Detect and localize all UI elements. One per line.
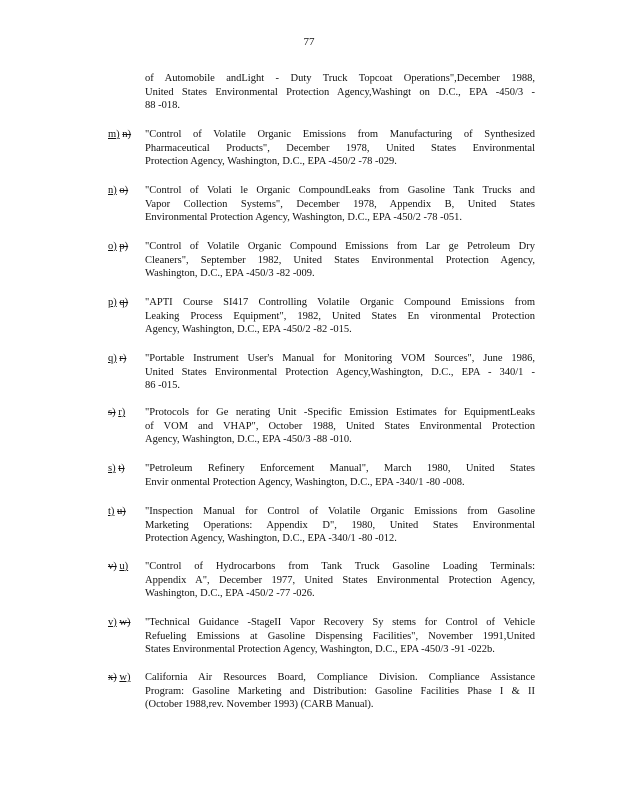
marker-struck: n) — [122, 129, 132, 140]
marker-inserted: p) — [108, 297, 117, 308]
marker-struck: p) — [119, 241, 129, 252]
marker-inserted: w) — [119, 672, 131, 683]
reference-line: "Protocols for Ge nerating Unit -Specific Emission Estimates for EquipmentLeaks — [145, 407, 535, 418]
marker-struck: u) — [117, 506, 126, 517]
marker-inserted: r) — [118, 407, 126, 418]
marker-inserted: v) — [108, 617, 117, 628]
reference-line: 88 -018. — [145, 100, 180, 112]
reference-line: Refueling Emissions at Gasoline Dispensing Facilities", November 1991,United — [145, 630, 535, 642]
reference-line: of Automobile andLight - Duty Truck Topcoat Operations",December 1988, — [145, 73, 535, 84]
reference-line: Agency, Washington, D.C., EPA -450/2 -82 -015. — [145, 324, 352, 336]
reference-line: "Petroleum Refinery Enforcement Manual", March 1980, United States — [145, 463, 535, 474]
marker-struck: r) — [119, 353, 127, 364]
reference-marker — [108, 128, 144, 142]
reference-line: "Portable Instrument User's Manual for Monitoring VOM Sources", June 1986, — [145, 353, 535, 364]
reference-line: "Control of Volatile Organic Compound Emissions from Lar ge Petroleum Dry — [145, 241, 535, 252]
reference-line: Pharmaceutical Products", December 1978, United States Environmental — [145, 142, 535, 154]
reference-marker — [108, 616, 144, 630]
reference-line: 86 -015. — [145, 380, 180, 392]
reference-text — [145, 128, 535, 169]
marker-inserted: m) — [108, 129, 120, 140]
reference-text — [145, 671, 535, 712]
reference-marker — [108, 505, 144, 519]
reference-marker — [108, 240, 144, 254]
reference-line: Washington, D.C., EPA -450/3 -82 -009. — [145, 268, 315, 280]
reference-line: Appendix A", December 1977, United States Environmental Protection Agency, — [145, 574, 535, 586]
reference-line: "Technical Guidance -StageII Vapor Recovery Sy stems for Control of Vehicle — [145, 617, 535, 628]
reference-line: United States Environmental Protection Agency,Washingt on D.C., EPA -450/3 - — [145, 86, 535, 98]
reference-text — [145, 406, 535, 447]
marker-struck: w) — [119, 617, 131, 628]
reference-line: (October 1988,rev. November 1993) (CARB Manual). — [145, 699, 374, 711]
reference-line: "Control of Hydrocarbons from Tank Truck Gasoline Loading Terminals: — [145, 561, 535, 572]
marker-struck: x) — [108, 672, 117, 683]
marker-inserted: o) — [108, 241, 117, 252]
reference-line: California Air Resources Board, Compliance Division. Compliance Assistance — [145, 672, 535, 683]
reference-line: Program: Gasoline Marketing and Distribution: Gasoline Facilities Phase I & II — [145, 685, 535, 697]
marker-struck: s) — [108, 407, 116, 418]
reference-text — [145, 616, 535, 657]
reference-line: Protection Agency, Washington, D.C., EPA -450/2 -78 -029. — [145, 156, 397, 168]
reference-line: Leaking Process Equipment", 1982, United States En vironmental Protection — [145, 310, 535, 322]
reference-text — [145, 184, 535, 225]
reference-marker — [108, 352, 144, 366]
reference-text — [145, 240, 535, 281]
reference-marker — [108, 671, 144, 685]
reference-text — [145, 505, 535, 546]
reference-text — [145, 72, 535, 113]
reference-line: States Environmental Protection Agency, Washington, D.C., EPA -450/3 -91 -022b. — [145, 644, 495, 656]
reference-line: United States Environmental Protection Agency,Washington, D.C., EPA - 340/1 - — [145, 366, 535, 378]
reference-marker — [108, 462, 144, 476]
reference-marker — [108, 296, 144, 310]
marker-struck: t) — [118, 463, 125, 474]
reference-line: Protection Agency, Washington, D.C., EPA -340/1 -80 -012. — [145, 533, 397, 545]
marker-struck: o) — [119, 185, 129, 196]
reference-line: Agency, Washington, D.C., EPA -450/3 -88 -010. — [145, 434, 352, 446]
marker-inserted: u) — [119, 561, 129, 572]
marker-inserted: s) — [108, 463, 116, 474]
marker-struck: q) — [119, 297, 129, 308]
reference-line: Marketing Operations: Appendix D", 1980, United States Environmental — [145, 519, 535, 531]
reference-line: Cleaners", September 1982, United States Environmental Protection Agency, — [145, 254, 535, 266]
reference-marker — [108, 406, 144, 420]
reference-line: of VOM and VHAP", October 1988, United States Environmental Protection — [145, 420, 535, 432]
reference-line: Washington, D.C., EPA -450/2 -77 -026. — [145, 588, 315, 600]
page-number: 77 — [303, 36, 315, 48]
marker-inserted: n) — [108, 185, 117, 196]
marker-inserted: t) — [108, 506, 115, 517]
reference-text — [145, 560, 535, 601]
reference-text — [145, 296, 535, 337]
reference-text — [145, 352, 535, 393]
reference-line: "Control of Volati le Organic CompoundLeaks from Gasoline Tank Trucks and — [145, 185, 535, 196]
reference-line: "Control of Volatile Organic Emissions from Manufacturing of Synthesized — [145, 129, 535, 140]
reference-text — [145, 462, 535, 489]
marker-struck: v) — [108, 561, 117, 572]
marker-inserted: q) — [108, 353, 117, 364]
reference-line: Environmental Protection Agency, Washington, D.C., EPA -450/2 -78 -051. — [145, 212, 462, 224]
reference-line: "APTI Course SI417 Controlling Volatile Organic Compound Emissions from — [145, 297, 535, 308]
reference-marker — [108, 184, 144, 198]
reference-line: Vapor Collection Systems", December 1978, Appendix B, United States — [145, 198, 535, 210]
reference-marker — [108, 560, 144, 574]
reference-line: "Inspection Manual for Control of Volatile Organic Emissions from Gasoline — [145, 506, 535, 517]
reference-line: Envir onmental Protection Agency, Washington, D.C., EPA -340/1 -80 -008. — [145, 476, 465, 488]
